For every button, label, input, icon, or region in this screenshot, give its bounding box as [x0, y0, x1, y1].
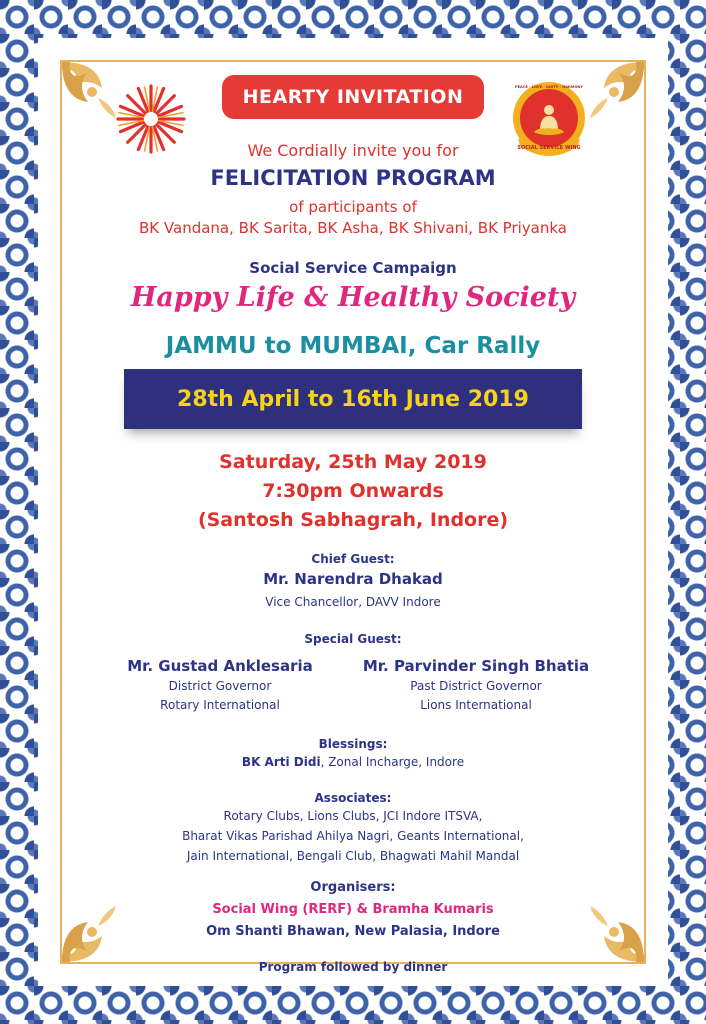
felicitation-program-title: FELICITATION PROGRAM	[210, 166, 496, 190]
blessings-label: Blessings:	[318, 737, 388, 751]
event-date: Saturday, 25th May 2019	[219, 451, 487, 473]
special-guest-title: District Governor	[168, 679, 272, 693]
chief-guest-label: Chief Guest:	[311, 552, 395, 566]
campaign-tagline: Happy Life & Healthy Society	[130, 282, 576, 313]
special-guest-name: Mr. Gustad Anklesaria	[127, 657, 313, 675]
participants-intro-text: of participants of	[289, 198, 417, 216]
dinner-note: Program followed by dinner	[258, 960, 448, 974]
corner-ornament-icon	[584, 58, 648, 122]
associates-label: Associates:	[314, 791, 392, 805]
special-guest-org: Lions International	[420, 698, 532, 712]
participants-list: BK Vandana, BK Sarita, BK Asha, BK Shivani, BK Priyanka	[139, 219, 567, 237]
blessings-detail: , Zonal Incharge, Indore	[320, 755, 465, 769]
event-venue: (Santosh Sabhagrah, Indore)	[197, 509, 509, 531]
special-guest-name: Mr. Parvinder Singh Bhatia	[362, 657, 590, 675]
car-rally-title: JAMMU to MUMBAI, Car Rally	[165, 333, 541, 359]
emblem-top-text: PEACE · LOVE · UNITY · HARMONY	[514, 85, 584, 89]
special-guest-right	[346, 655, 606, 715]
chief-guest-title: Vice Chancellor, DAVV Indore	[265, 595, 441, 609]
event-time: 7:30pm Onwards	[262, 480, 444, 502]
special-guest-org: Rotary International	[160, 698, 280, 712]
special-guest-left	[90, 655, 350, 715]
blessings-text	[0, 755, 706, 769]
blessings-name: BK Arti Didi	[241, 755, 321, 769]
corner-ornament-icon	[58, 58, 122, 122]
special-guest-title: Past District Governor	[410, 679, 542, 693]
hearty-invitation-badge: HEARTY INVITATION	[222, 75, 484, 119]
organisers-name: Social Wing (RERF) & Bramha Kumaris	[212, 902, 494, 917]
special-guest-label: Special Guest:	[304, 632, 402, 646]
emblem-wing-text: SOCIAL SERVICE WING	[517, 145, 581, 151]
campaign-dates-banner: 28th April to 16th June 2019	[124, 369, 582, 429]
cordially-invite-text: We Cordially invite you for	[247, 141, 459, 160]
campaign-label: Social Service Campaign	[249, 259, 457, 277]
organisers-label: Organisers:	[310, 880, 396, 895]
chief-guest-name: Mr. Narendra Dhakad	[263, 570, 443, 588]
associates-line: Rotary Clubs, Lions Clubs, JCI Indore ITSVA,	[223, 809, 483, 823]
associates-line: Bharat Vikas Parishad Ahilya Nagri, Geants International,	[182, 829, 524, 843]
associates-line: Jain International, Bengali Club, Bhagwati Mahil Mandal	[186, 849, 520, 863]
organisers-address: Om Shanti Bhawan, New Palasia, Indore	[206, 924, 500, 939]
